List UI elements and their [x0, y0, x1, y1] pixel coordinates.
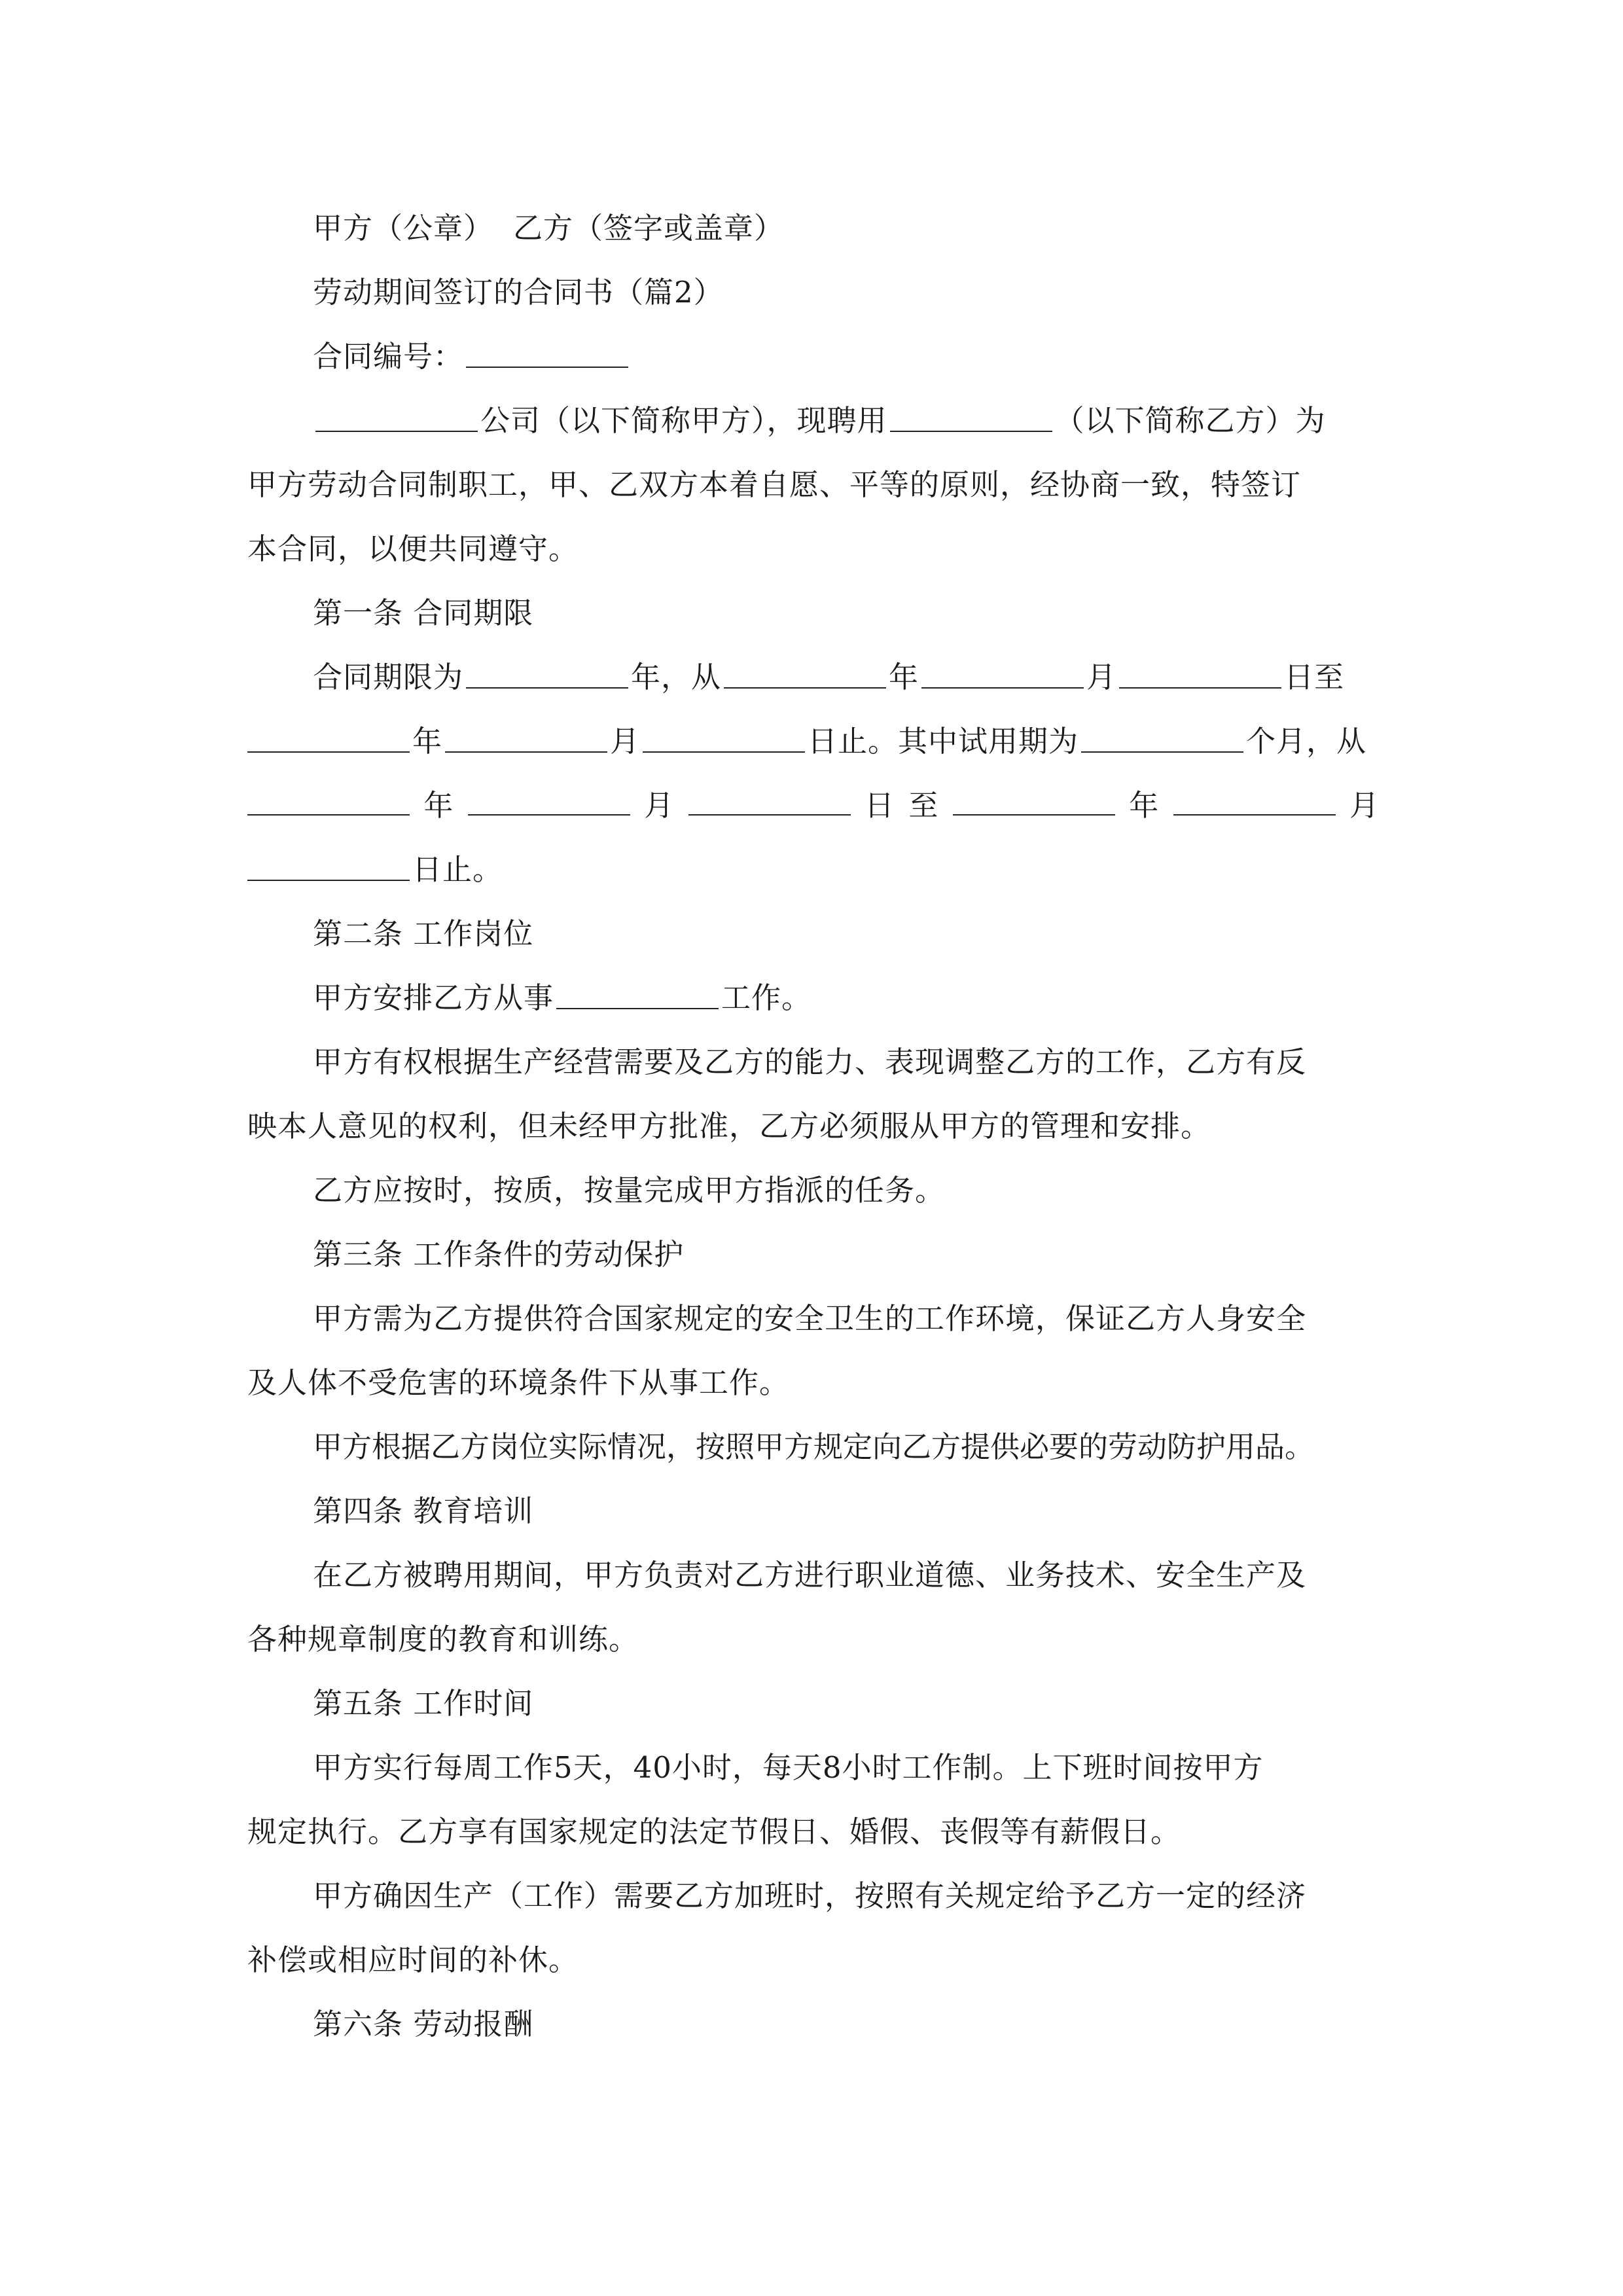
article-text: 日 [864, 788, 895, 823]
article-3-para-1-line-1: 甲方需为乙方提供符合国家规定的安全卫生的工作环境，保证乙方人身安全 [313, 1301, 1307, 1336]
article-text: 个月，从 [1246, 724, 1367, 759]
article-text: 月 [610, 724, 641, 759]
article-5-para-1-line-2: 规定执行。乙方享有国家规定的法定节假日、婚假、丧假等有薪假日。 [247, 1814, 1181, 1849]
intro-line-3: 本合同，以便共同遵守。 [247, 531, 579, 566]
article-text: 日止。其中试用期为 [808, 724, 1079, 759]
end-day-blank [643, 723, 805, 753]
probation-start-year-blank [247, 785, 410, 816]
article-text: 年 [889, 660, 919, 694]
probation-months-blank [1081, 723, 1243, 753]
article-text: 合同期限为 [313, 660, 464, 694]
article-text: 日止。 [412, 852, 503, 887]
article-1-heading: 第一条 合同期限 [313, 596, 534, 630]
party-b-signature: 乙方（签字或盖章） [513, 211, 785, 245]
article-6-heading: 第六条 劳动报酬 [313, 2007, 534, 2041]
article-5-para-2-line-2: 补偿或相应时间的补休。 [247, 1943, 579, 1977]
employee-blank [890, 402, 1052, 432]
intro-text: 公司（以下简称甲方），现聘用 [480, 403, 887, 438]
article-2-para-2-line-1: 甲方有权根据生产经营需要及乙方的能力、表现调整乙方的工作，乙方有反 [313, 1045, 1307, 1079]
article-1-line-4 [247, 838, 1380, 902]
article-text: 年，从 [631, 660, 722, 694]
contract-number-label: 合同编号： [313, 339, 464, 374]
end-month-blank [445, 723, 607, 753]
document-title: 劳动期间签订的合同书（篇2） [313, 275, 724, 310]
end-year-blank [247, 723, 410, 753]
start-month-blank [921, 658, 1084, 689]
article-5-heading: 第五条 工作时间 [313, 1686, 534, 1721]
article-4-heading: 第四条 教育培训 [313, 1494, 534, 1528]
article-2-para-2-line-2: 映本人意见的权利，但未经甲方批准，乙方必须服从甲方的管理和安排。 [247, 1109, 1211, 1143]
article-3-para-2: 甲方根据乙方岗位实际情况，按照甲方规定向乙方提供必要的劳动防护用品。 [313, 1429, 1315, 1464]
article-text: 年 [412, 724, 443, 759]
article-4-para-1-line-1: 在乙方被聘用期间，甲方负责对乙方进行职业道德、业务技术、安全生产及 [313, 1558, 1307, 1592]
contract-number-line [247, 325, 1380, 389]
document-page [247, 196, 1380, 2056]
article-3-heading: 第三条 工作条件的劳动保护 [313, 1237, 685, 1272]
probation-start-month-blank [468, 785, 630, 816]
contract-number-blank [466, 338, 628, 368]
article-text: 月 [644, 788, 675, 823]
probation-end-month-blank [1173, 785, 1336, 816]
article-3-para-1-line-2: 及人体不受危害的环境条件下从事工作。 [247, 1365, 790, 1400]
intro-text: （以下简称乙方）为 [1054, 403, 1326, 438]
term-years-blank [466, 658, 628, 689]
probation-end-day-blank [247, 851, 410, 881]
article-2-para-3: 乙方应按时，按质，按量完成甲方指派的任务。 [313, 1173, 946, 1208]
article-text: 工作。 [721, 980, 812, 1015]
signature-line [247, 196, 1380, 260]
probation-start-day-blank [688, 785, 851, 816]
article-text: 甲方安排乙方从事 [313, 980, 554, 1015]
article-text: 日至 [1284, 660, 1345, 694]
article-text: 年 [1129, 788, 1160, 823]
article-1-line-1 [247, 645, 1380, 709]
start-day-blank [1119, 658, 1281, 689]
probation-end-year-blank [953, 785, 1115, 816]
article-4-para-1-line-2: 各种规章制度的教育和训练。 [247, 1622, 639, 1657]
article-5-para-1-line-1: 甲方实行每周工作5天，40小时，每天8小时工作制。上下班时间按甲方 [313, 1750, 1264, 1785]
article-text: 至 [908, 788, 939, 823]
article-text: 月 [1349, 788, 1380, 823]
article-1-line-3 [247, 774, 1380, 838]
company-blank [315, 402, 478, 432]
article-2-para-1 [247, 966, 1380, 1030]
article-1-line-2 [247, 709, 1380, 774]
article-text: 年 [423, 788, 454, 823]
article-2-heading: 第二条 工作岗位 [313, 916, 534, 951]
intro-line-2: 甲方劳动合同制职工，甲、乙双方本着自愿、平等的原则，经协商一致，特签订 [247, 467, 1302, 502]
article-5-para-2-line-1: 甲方确因生产（工作）需要乙方加班时，按照有关规定给予乙方一定的经济 [313, 1878, 1307, 1913]
job-position-blank [556, 979, 719, 1009]
party-a-seal: 甲方（公章） [313, 211, 494, 245]
article-text: 月 [1086, 660, 1117, 694]
intro-line-1 [247, 389, 1380, 453]
start-year-blank [724, 658, 886, 689]
